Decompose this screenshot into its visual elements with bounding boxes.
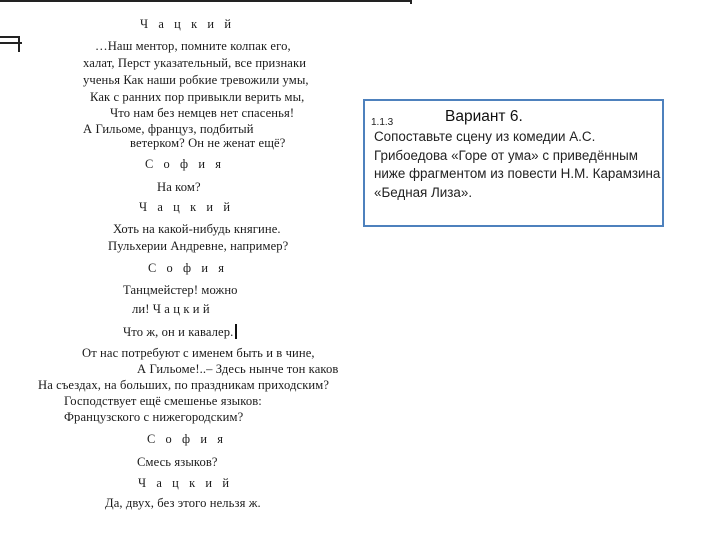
text-line: На ком?	[157, 180, 201, 194]
page-corner-mark-inner	[0, 42, 22, 47]
text-line: Что нам без немцев нет спасенья!	[110, 106, 295, 120]
text-line: халат, Перст указательный, все признаки	[83, 56, 307, 70]
speaker-line: С о ф и я	[145, 157, 225, 171]
text-line: …Наш ментор, помните колпак его,	[95, 39, 291, 53]
task-box	[363, 99, 664, 227]
text-cursor	[235, 324, 237, 339]
text-line: Танцмейстер! можно	[123, 283, 238, 297]
text-line: ученья Как наши робкие тревожили умы,	[83, 73, 309, 87]
text-line: Французского с нижегородским?	[64, 410, 244, 424]
text-line: Как с ранних пор привыкли верить мы,	[90, 90, 305, 104]
top-rule-end	[410, 0, 412, 4]
task-number: 1.1.3	[371, 117, 394, 128]
text-line: Что ж, он и кавалер.	[123, 324, 237, 340]
text-line: А Гильоме!..– Здесь нынче тон каков	[137, 362, 339, 376]
speaker-line: С о ф и я	[147, 432, 227, 446]
scanned-text-excerpt	[20, 0, 360, 540]
task-title: Вариант 6.	[445, 108, 523, 125]
text-line: От нас потребуют с именем быть и в чине,	[82, 346, 315, 360]
text-line: Хоть на какой-нибудь княгине.	[113, 222, 281, 236]
text-line: А Гильоме, француз, подбитый	[83, 122, 254, 136]
text-line: Пульхерии Андревне, например?	[108, 239, 289, 253]
speaker-line: С о ф и я	[148, 261, 228, 275]
text-line: На съездах, на больших, по праздникам приходским?	[38, 378, 330, 392]
text-line: Да, двух, без этого нельзя ж.	[105, 496, 261, 510]
speaker-line: Ч а ц к и й	[140, 17, 235, 31]
text-line: ли! Ч а ц к и й	[132, 302, 210, 316]
text-line: Смесь языков?	[137, 455, 218, 469]
speaker-line: Ч а ц к и й	[139, 200, 234, 214]
task-text: Сопоставьте сцену из комедии А.С. Грибоедова «Горе от ума» с приведённым ниже фрагментом из повести Н.М. Карамзина «Бедная Лиза».	[374, 129, 661, 200]
text-line: ветерком? Он не женат ещё?	[130, 136, 286, 150]
text-line: Господствует ещё смешенье языков:	[64, 394, 262, 408]
speaker-line: Ч а ц к и й	[138, 476, 233, 490]
